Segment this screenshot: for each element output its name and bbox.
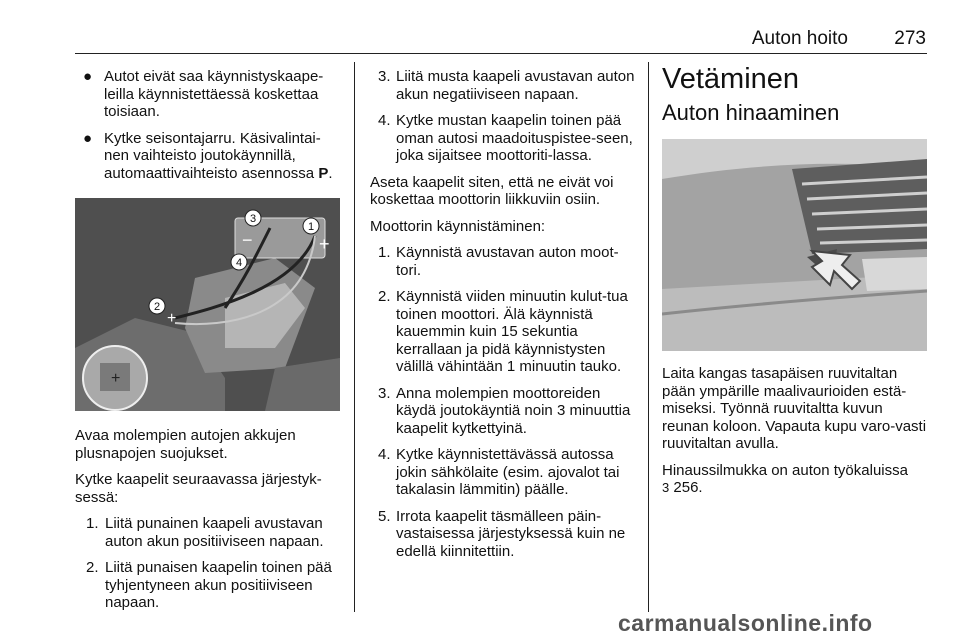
step-number: 3.: [378, 68, 391, 85]
header-rule: [75, 53, 927, 54]
numbered-step: [370, 385, 635, 438]
section-heading: Vetäminen: [662, 63, 800, 95]
towing-illustration: [662, 139, 927, 351]
figure-label-3: 3: [249, 213, 257, 225]
step-text: Kytke käynnistettävässä autossa jokin sähkölaite (esim. ajovalot tai takalasin lämmitin) päälle.: [396, 446, 620, 498]
numbered-step: [370, 508, 635, 561]
page-number: 273: [894, 28, 926, 49]
numbered-step: [75, 559, 340, 612]
bullet-icon: ●: [83, 129, 93, 147]
numbered-step: [370, 446, 635, 499]
paragraph: Moottorin käynnistäminen:: [370, 217, 546, 235]
step-text: Käynnistä avustavan auton moot-tori.: [396, 244, 619, 279]
figure-label-4: 4: [235, 257, 243, 269]
bullet-end: .: [328, 164, 333, 182]
paragraph: [662, 462, 927, 497]
gear-position: P: [318, 164, 329, 182]
numbered-step: [370, 288, 635, 376]
page-reference-link[interactable]: 256.: [673, 479, 703, 496]
numbered-step: [75, 515, 340, 550]
plus-terminal-icon: +: [319, 234, 330, 254]
column-divider: [354, 62, 355, 612]
figure-label-1: 1: [307, 221, 315, 233]
page-ref-icon: 3: [662, 480, 670, 495]
paragraph: Kytke kaapelit seuraavassa järjestyk-sessä:: [75, 471, 322, 506]
step-text: Liitä punaisen kaapelin toinen pää tyhjentyneen akun positiiviseen napaan.: [105, 559, 332, 611]
numbered-step: [370, 68, 635, 103]
step-text: Kytke mustan kaapelin toinen pää oman autosi maadoituspistee-seen, joka sijaitsee moottoriti-lassa.: [396, 112, 633, 164]
bullet-item: [75, 130, 340, 183]
column-1: [75, 68, 340, 621]
paragraph-text: Hinaussilmukka on auton työkaluissa: [662, 461, 908, 479]
subsection-heading: Auton hinaaminen: [662, 100, 840, 125]
paragraph: Laita kangas tasapäisen ruuvitaltan pään ympärille maalivaurioiden estä-miseksi. Työnnä ruuvitaltta kuvun reunan koloon. Vapauta kupu varo-vasti ruuvitaltan avulla.: [662, 365, 927, 452]
numbered-step: [370, 112, 635, 165]
step-number: 5.: [378, 507, 391, 525]
plus-terminal-icon: +: [111, 370, 121, 387]
step-number: 4.: [378, 112, 391, 129]
column-3: [662, 62, 927, 506]
column-divider: [648, 62, 649, 612]
step-number: 4.: [378, 446, 391, 463]
step-text: Käynnistä viiden minuutin kulut-tua toinen moottori. Älä käynnistä kauemmin kuin 15 sekuntia kerrallaan ja pidä käynnistysten välillä vähintään 1 minuutin tauko.: [396, 288, 628, 375]
running-header-title: Auton hoito: [751, 28, 848, 49]
bullet-item: [75, 68, 340, 121]
jump-start-illustration: [75, 198, 340, 411]
step-text: Liitä musta kaapeli avustavan auton akun negatiiviseen napaan.: [396, 68, 635, 103]
step-number: 1.: [378, 244, 391, 261]
numbered-step: [370, 244, 635, 279]
step-number: 2.: [378, 288, 391, 305]
column-2: [370, 68, 635, 569]
step-number: 3.: [378, 384, 391, 402]
bullet-text: Kytke seisontajarru. Käsivalintai-nen vaihteisto joutokäynnillä, automaattivaihteisto asennossa: [104, 129, 321, 182]
step-number: 2.: [86, 559, 99, 576]
figure-label-2: 2: [153, 301, 161, 313]
paragraph: Avaa molempien autojen akkujen plusnapojen suojukset.: [75, 427, 296, 462]
plus-terminal-icon: +: [167, 310, 177, 327]
bullet-text: Autot eivät saa käynnistyskaape-leilla käynnistettäessä koskettaa toisiaan.: [104, 68, 324, 120]
step-text: Irrota kaapelit täsmälleen päin-vastaisessa järjestyksessä kuin ne edellä kiinnitettiin.: [396, 507, 626, 560]
step-number: 1.: [86, 515, 99, 532]
step-text: Anna molempien moottoreiden käydä joutokäyntiä noin 3 minuuttia kaapelit kytkettyinä.: [396, 384, 631, 437]
paragraph: Aseta kaapelit siten, että ne eivät voi koskettaa moottorin liikkuviin osiin.: [370, 173, 614, 208]
step-text: Liitä punainen kaapeli avustavan auton akun positiiviseen napaan.: [105, 515, 324, 550]
bullet-icon: ●: [83, 68, 93, 85]
watermark: carmanualsonline.info: [618, 610, 873, 636]
minus-terminal-icon: −: [242, 230, 253, 250]
